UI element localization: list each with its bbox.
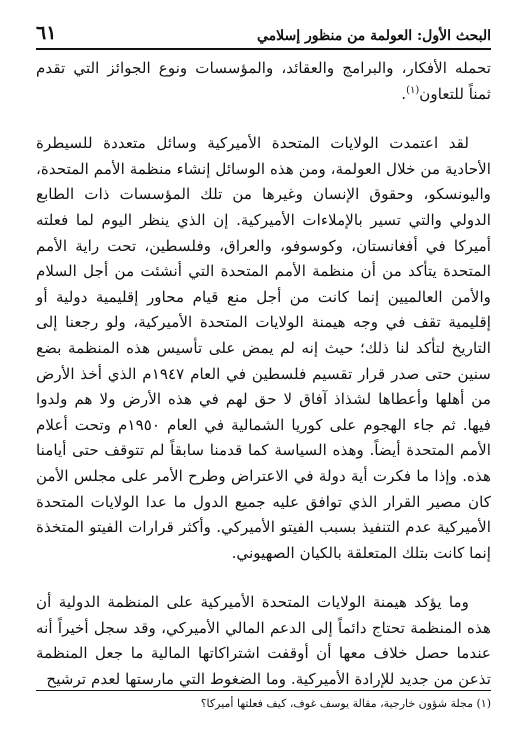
footnote-divider (36, 690, 491, 691)
running-title: البحث الأول: العولمة من منظور إسلامي (256, 28, 491, 44)
paragraph-un-funding (36, 590, 491, 692)
paragraph-text: وما يؤكد هيمنة الولايات المتحدة الأميركية على المنظمة الدولية أن هذه المنظمة تحتاج دائماً إلى الدعم المالي الأميركي، وقد سجل أخيراً أنه عندما حصل خلاف معها أن أوقفت اشتراكاتها المالية ما جعل المنظمة تذعن من جديد للإرادة الأميركية. وما الضغوط التي مارستها لعدم ترشيح (36, 593, 491, 689)
body-text (36, 56, 491, 693)
paragraph-text: تحمله الأفكار، والبرامج والعقائد، والمؤسسات ونوع الجوائز التي تقدم ثمناً للتعاون (36, 59, 491, 103)
footnote-text: مجلة شؤون خارجية، مقالة يوسف غوف، كيف فعلتها أميركا؟ (200, 697, 473, 710)
running-header (36, 14, 491, 50)
footnote (36, 696, 491, 712)
paragraph-continuation (36, 56, 491, 107)
footnote-reference: (١) (406, 84, 420, 96)
page-number: ٦١ (36, 22, 57, 44)
paragraph-un-hegemony (36, 131, 491, 566)
paragraph-end-mark: . (401, 84, 407, 103)
footnote-marker: (١) (476, 697, 491, 710)
paragraph-text: لقد اعتمدت الولايات المتحدة الأميركية وسائل متعددة للسيطرة الأحادية من خلال العولمة، ومن هذه الوسائل إنشاء منظمة الأمم المتحدة، واليونسكو، وحقوق الإنسان وغيرها من تلك المؤسسات ذات الطابع الدولي والتي تسير بالإملاءات الأميركية. إن الذي ينظر اليوم لما فعلته أميركا في أفغانستان، وكوسوفو، والعراق، وفلسطين، تحت راية الأمم المتحدة يتأكد من أن منظمة الأمم المتحدة التي أنشئت من أجل السلام والأمن العالميين إنما كانت من أجل منع قيام محاور إقليمية دولية أو إقليمية تقف في وجه هيمنة الولايات المتحدة الأميركية، ولو رجعنا إلى التاريخ لتأكد لنا ذلك؛ حيث إنه لم يمض على تأسيس هذه المنظمة بضع سنين حتى صدر قرار تقسيم فلسطين في العام ١٩٤٧م الذي أخذ الأرض من أهلها وأعطاها لشذاذ آفاق لا حق لهم في هذه الأرض ولا هم ولدوا فيها. ثم جاء الهجوم على كوريا الشمالية في العام ١٩٥٠م وتحت أعلام الأمم المتحدة أيضاً. وهذه السياسة كما قدمنا سابقاً لم تتوقف حتى أيامنا هذه. وإذا ما فكرت أية دولة في الاعتراض وطرح الأمر على مجلس الأمن كان مصير القرار الذي توافق عليه جميع الدول ما عدا الولايات المتحدة الأميركية عدم التنفيذ بسبب الفيتو الأميركي. وأكثر قرارات الفيتو المتخذة إنما كانت بتلك المتعلقة بالكيان الصهيوني. (36, 134, 492, 562)
